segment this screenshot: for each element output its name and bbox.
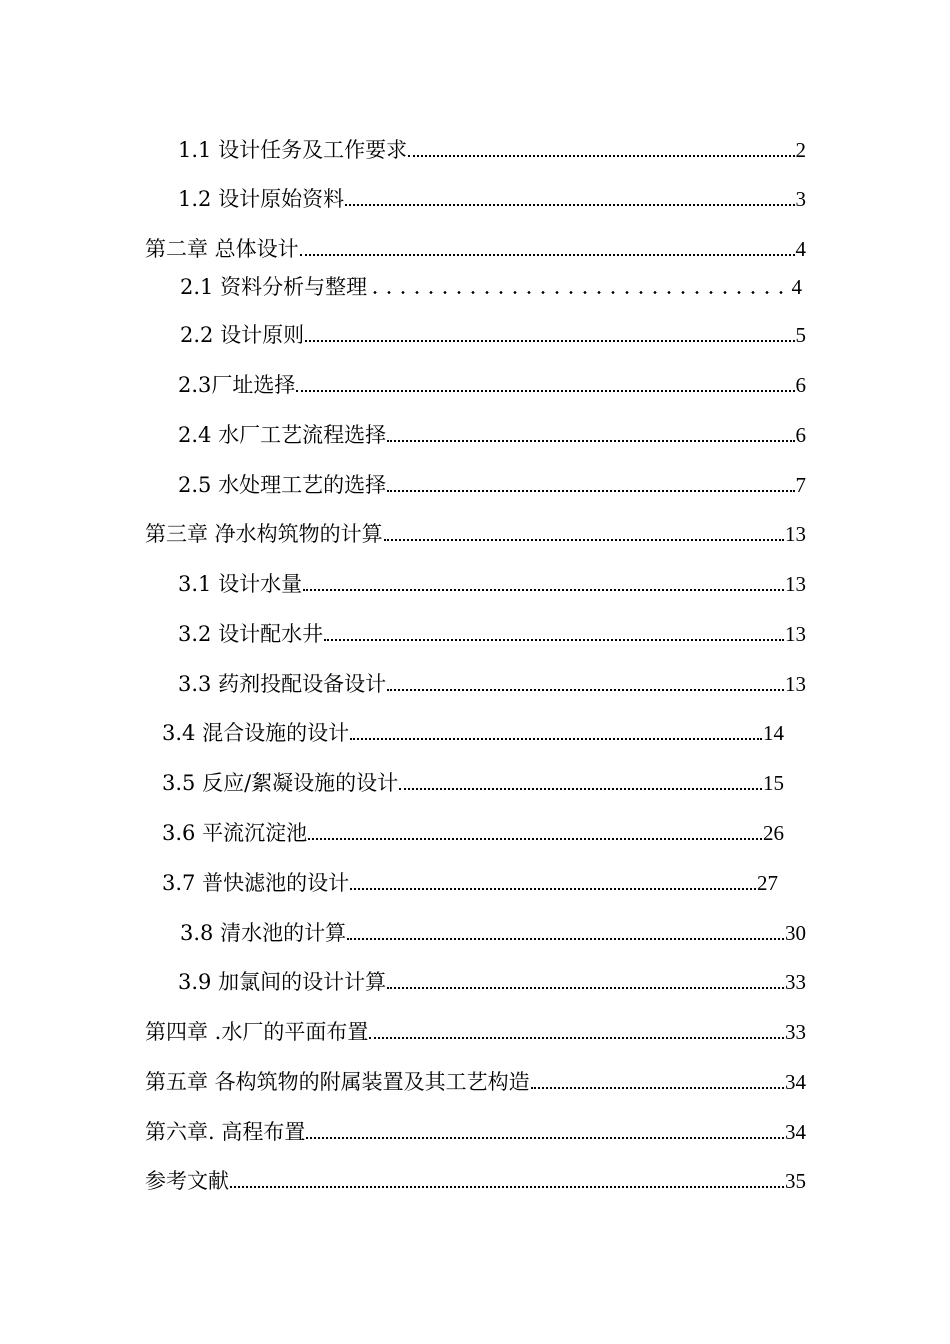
toc-entry-page: 5 xyxy=(795,323,806,347)
toc-entry-page: 13 xyxy=(785,572,806,596)
toc-entry[interactable] xyxy=(180,320,806,350)
toc-leader-dots xyxy=(345,204,794,206)
toc-leader-dots xyxy=(384,539,784,541)
toc-entry-page: 33 xyxy=(785,1020,806,1044)
toc-entry-page: 13 xyxy=(785,672,806,696)
toc-entry-page: 4 xyxy=(795,237,806,261)
toc-entry[interactable] xyxy=(178,420,806,450)
toc-entry-title: 第五章 各构筑物的附属装置及其工艺构造 xyxy=(145,1070,530,1094)
toc-entry-page: 15 xyxy=(763,771,784,795)
toc-entry-title: 1.1 设计任务及工作要求 xyxy=(178,138,408,162)
toc-entry[interactable] xyxy=(178,135,806,165)
toc-entry-title: 2.5 水处理工艺的选择 xyxy=(178,473,387,497)
toc-leader-dots xyxy=(296,390,794,392)
toc-entry[interactable] xyxy=(145,1166,806,1196)
toc-leader-dots xyxy=(350,888,756,890)
toc-entry-title: 3.9 加氯间的设计计算 xyxy=(178,970,387,994)
toc-entry-title: 第二章 总体设计 xyxy=(145,237,299,261)
toc-entry-page: 6 xyxy=(795,423,806,447)
toc-entry-title: 2.4 水厂工艺流程选择 xyxy=(178,423,387,447)
toc-entry[interactable] xyxy=(145,519,806,549)
toc-entry-page: 34 xyxy=(785,1070,806,1094)
toc-leader-dots xyxy=(369,1037,784,1039)
toc-entry[interactable] xyxy=(162,818,784,848)
toc-entry-title: 3.6 平流沉淀池 xyxy=(162,821,308,845)
toc-entry[interactable] xyxy=(178,470,806,500)
toc-entry[interactable] xyxy=(178,619,806,649)
toc-entry[interactable] xyxy=(162,768,784,798)
toc-entry-page: 33 xyxy=(785,970,806,994)
toc-leader-dots xyxy=(324,639,784,641)
toc-entry-title: 1.2 设计原始资料 xyxy=(178,187,345,211)
toc-entry-title: 3.7 普快滤池的设计 xyxy=(162,871,350,895)
toc-entry[interactable] xyxy=(178,967,806,997)
toc-leader-dots xyxy=(347,938,784,940)
toc-entry-title: 3.1 设计水量 xyxy=(178,572,303,596)
toc-leader-dots xyxy=(350,738,762,740)
toc-entry[interactable] xyxy=(162,718,784,748)
toc-leader-dots xyxy=(399,788,762,790)
toc-leader-dots xyxy=(368,291,790,294)
toc-entry[interactable] xyxy=(180,918,806,948)
toc-leader-dots xyxy=(303,589,784,591)
toc-entry-title: 3.3 药剂投配设备设计 xyxy=(178,672,387,696)
toc-leader-dots xyxy=(230,1186,784,1188)
toc-entry-title: 第六章. 高程布置 xyxy=(145,1120,306,1144)
toc-entry-title: 3.2 设计配水井 xyxy=(178,622,324,646)
toc-entry-page: 35 xyxy=(785,1169,806,1193)
toc-entry-title: 参考文献 xyxy=(145,1169,229,1193)
toc-entry-page: 2 xyxy=(795,138,806,162)
toc-leader-dots xyxy=(300,254,795,256)
toc-entry-page: 7 xyxy=(795,473,806,497)
toc-entry[interactable] xyxy=(178,370,806,400)
toc-entry-page: 3 xyxy=(795,187,806,211)
toc-leader-dots xyxy=(308,838,762,840)
toc-entry-title: 3.8 清水池的计算 xyxy=(180,921,347,945)
toc-leader-dots xyxy=(408,155,794,157)
toc-entry-title: 2.1 资料分析与整理 xyxy=(180,275,368,299)
toc-entry[interactable] xyxy=(145,1017,806,1047)
toc-entry-title: 第三章 净水构筑物的计算 xyxy=(145,522,383,546)
toc-entry-page: 27 xyxy=(757,871,778,895)
toc-leader-dots xyxy=(305,340,794,342)
toc-entry-page: 30 xyxy=(785,921,806,945)
toc-entry[interactable] xyxy=(178,669,806,699)
toc-leader-dots xyxy=(387,689,784,691)
toc-entry[interactable] xyxy=(145,234,806,264)
toc-leader-dots xyxy=(387,987,784,989)
toc-entry[interactable] xyxy=(145,1117,806,1147)
toc-entry-title: 3.4 混合设施的设计 xyxy=(162,721,350,745)
toc-entry-page: 6 xyxy=(795,373,806,397)
toc-leader-dots xyxy=(387,490,794,492)
toc-entry-page: 34 xyxy=(785,1120,806,1144)
toc-entry-page: 13 xyxy=(785,622,806,646)
toc-entry-title: 2.3厂址选择 xyxy=(178,373,296,397)
toc-entry[interactable] xyxy=(178,569,806,599)
toc-entry-page: 13 xyxy=(785,522,806,546)
toc-entry-page: 26 xyxy=(763,821,784,845)
toc-entry-page: 4 xyxy=(791,275,802,299)
toc-entry[interactable] xyxy=(162,868,778,898)
toc-entry-title: 第四章 .水厂的平面布置 xyxy=(145,1020,369,1044)
toc-leader-dots xyxy=(387,440,794,442)
toc-entry-page: 14 xyxy=(763,721,784,745)
toc-entry[interactable] xyxy=(145,1067,806,1097)
toc-entry[interactable] xyxy=(178,184,806,214)
toc-entry-title: 2.2 设计原则 xyxy=(180,323,305,347)
toc-entry-title: 3.5 反应/絮凝设施的设计 xyxy=(162,771,399,795)
toc-entry[interactable] xyxy=(180,272,802,302)
toc-leader-dots xyxy=(306,1137,784,1139)
toc-leader-dots xyxy=(531,1087,784,1089)
